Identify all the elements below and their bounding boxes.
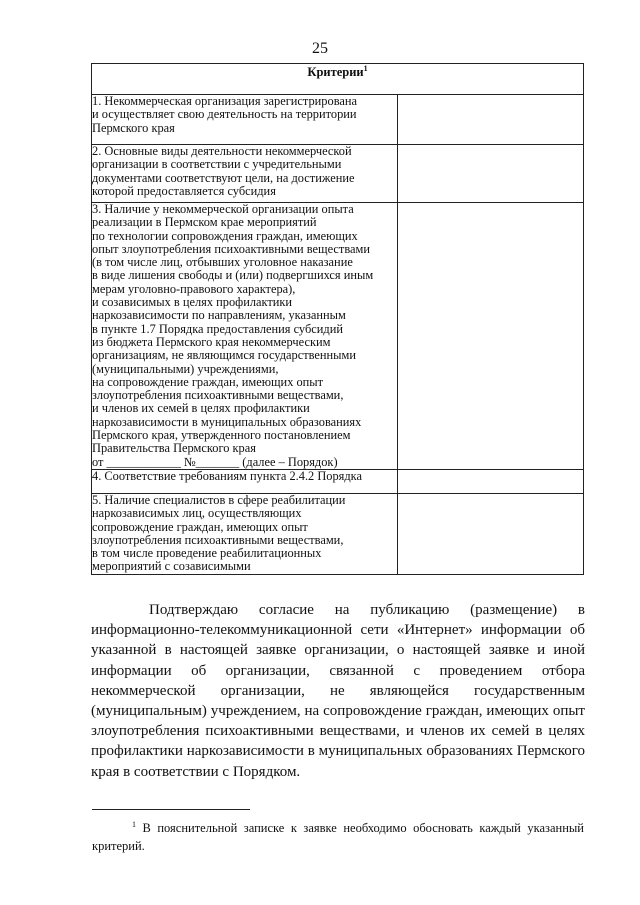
footnote-mark: 1 — [132, 820, 136, 829]
criterion-cell: 2. Основные виды деятельности некоммерческой организации в соответствии с учредительными документами соответствуют цели, на достижение которой предоставляется субсидия — [92, 145, 398, 203]
table-row — [92, 95, 584, 145]
criterion-cell: 4. Соответствие требованиям пункта 2.4.2 Порядка — [92, 469, 398, 493]
table-row — [92, 469, 584, 493]
criterion-cell: 3. Наличие у некоммерческой организации опыта реализации в Пермском крае мероприятий по технологии сопровождения граждан, имеющих опыт злоупотребления психоактивными веществами (в том числе лиц, отбывших уголовное наказание в виде лишения свободы и (или) подвергшихся иным мерам уголовно-правового характера), и созависимых в целях профилактики наркозависимости по направлениям, указанным в пункте 1.7 Порядка предоставления субсидий из бюджета Пермского края некоммерческим организациям, не являющимся государственными (муниципальными) учреждениями, на сопровождение граждан, имеющих опыт злоупотребления психоактивными веществами, и членов их семей в целях профилактики наркозависимости в муниципальных образованиях Пермского края, утвержденного постановлением Правительства Пермского края от ____________ №_______ (далее – Порядок) — [92, 203, 398, 470]
table-header-label: Критерии — [307, 65, 364, 80]
table-row — [92, 493, 584, 574]
value-cell — [398, 203, 584, 470]
criteria-table — [91, 63, 584, 575]
footnote-reference: 1 — [363, 64, 368, 73]
footnote-divider — [92, 809, 250, 810]
value-cell — [398, 95, 584, 145]
criterion-cell: 1. Некоммерческая организация зарегистрирована и осуществляет свою деятельность на территории Пермского края — [92, 95, 398, 145]
page-number: 25 — [312, 40, 328, 57]
value-cell — [398, 493, 584, 574]
value-cell — [398, 145, 584, 203]
table-row — [92, 203, 584, 470]
table-header — [92, 64, 584, 95]
value-cell — [398, 469, 584, 493]
consent-paragraph: Подтверждаю согласие на публикацию (размещение) в информационно-телекоммуникационной сети «Интернет» информации об указанной в настоящей заявке организации, о настоящей заявке и иной информации об организации, связанной с проведением отбора некоммерческой организации, не являющейся государственным (муниципальным) учреждением, на сопровождение граждан, имеющих опыт злоупотребления психоактивными веществами, и членов их семей в целях профилактики наркозависимости в муниципальных образованиях Пермского края в соответствии с Порядком. — [91, 602, 585, 780]
footnote-text: В пояснительной записке к заявке необходимо обосновать каждый указанный критерий. — [92, 821, 584, 853]
table-header-row — [92, 64, 584, 95]
footnote — [92, 816, 584, 855]
criterion-cell: 5. Наличие специалистов в сфере реабилитации наркозависимых лиц, осуществляющих сопровождение граждан, имеющих опыт злоупотребления психоактивными веществами, в том числе проведение реабилитационных мероприятий с созависимыми — [92, 493, 398, 574]
table-row — [92, 145, 584, 203]
